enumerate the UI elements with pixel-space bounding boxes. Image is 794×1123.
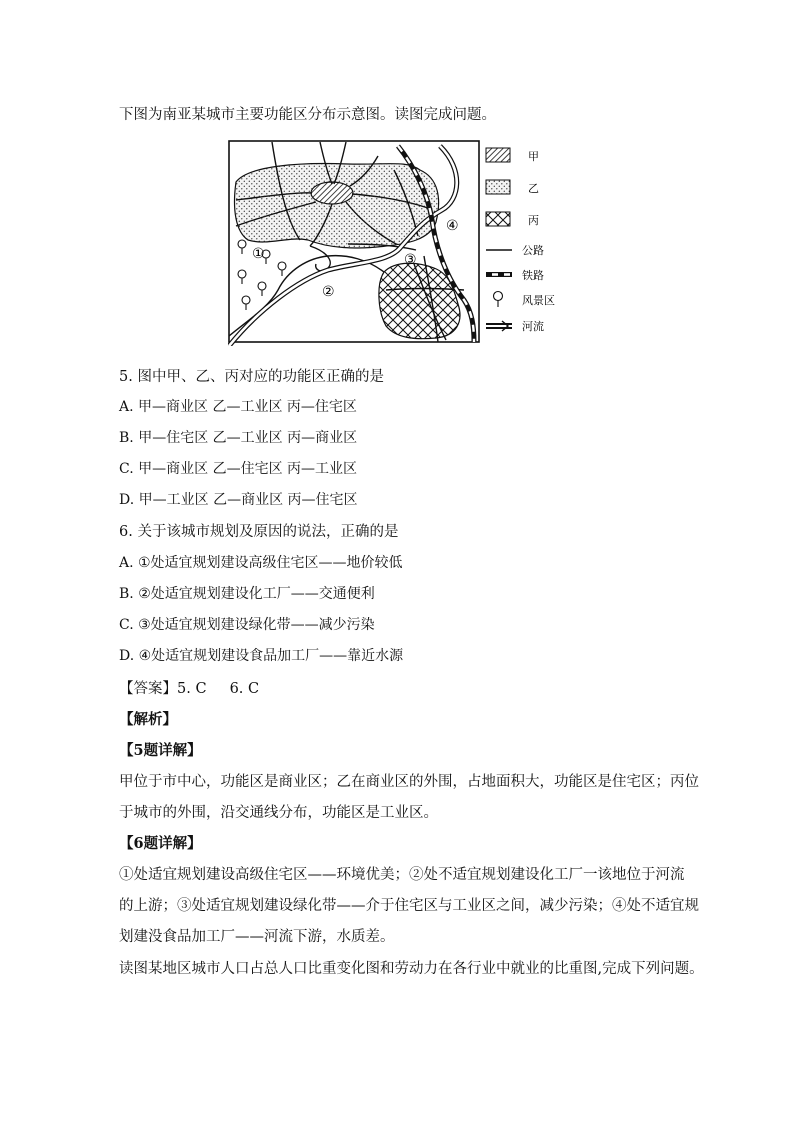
zone-jia <box>311 182 353 204</box>
legend-river-symbol <box>486 321 512 331</box>
answer-line: 【答案】5. C 6. C <box>119 681 260 697</box>
q5-detail-line-2: 于城市的外围，沿交通线分布，功能区是工业区。 <box>119 805 438 821</box>
next-question-intro: 读图某地区城市人口占总人口比重变化图和劳动力在各行业中就业的比重图,完成下列问题。 <box>119 961 704 977</box>
q5-option-d: D. 甲—工业区 乙—商业区 丙—住宅区 <box>119 492 358 508</box>
legend-yi: 乙 <box>528 182 539 195</box>
q6-detail-line-2: 的上游；③处适宜规划建设绿化带——介于住宅区与工业区之间，减少污染；④处不适宜规 <box>119 898 699 914</box>
q6-stem: 6. 关于该城市规划及原因的说法，正确的是 <box>119 524 399 540</box>
q6-option-c: C. ③处适宜规划建设绿化带——减少污染 <box>119 617 375 633</box>
q5-stem: 5. 图中甲、乙、丙对应的功能区正确的是 <box>119 369 384 385</box>
q5-option-b: B. 甲—住宅区 乙—工业区 丙—商业区 <box>119 430 358 446</box>
analysis-title: 【解析】 <box>119 711 177 728</box>
map-legend <box>486 148 555 333</box>
intro-text: 下图为南亚某城市主要功能区分布示意图。读图完成问题。 <box>119 107 496 123</box>
q6-detail-title: 【6题详解】 <box>119 835 202 852</box>
legend-jia: 甲 <box>528 150 539 163</box>
legend-road: 公路 <box>522 244 544 257</box>
marker-4: ④ <box>446 218 459 234</box>
legend-scenic: 风景区 <box>522 294 555 307</box>
q6-detail-line-3: 划建没食品加工厂——河流下游，水质差。 <box>119 929 395 945</box>
q5-option-a: A. 甲—商业区 乙—工业区 丙—住宅区 <box>119 399 357 415</box>
q5-option-c: C. 甲—商业区 乙—住宅区 丙—工业区 <box>119 461 358 477</box>
marker-1: ① <box>252 246 265 262</box>
q5-detail-line-1: 甲位于市中心，功能区是商业区；乙在商业区的外围，占地面积大，功能区是住宅区；丙位 <box>119 774 699 790</box>
legend-railway: 铁路 <box>522 269 544 282</box>
legend-railway-symbol <box>486 272 512 277</box>
q6-option-b: B. ②处适宜规划建设化工厂——交通便利 <box>119 586 375 602</box>
q6-option-a: A. ①处适宜规划建设高级住宅区——地价较低 <box>119 555 403 571</box>
legend-bing: 丙 <box>528 214 539 227</box>
q6-option-d: D. ④处适宜规划建设食品加工厂——靠近水源 <box>119 648 404 664</box>
marker-3: ③ <box>404 252 417 268</box>
q6-detail-line-1: ①处适宜规划建设高级住宅区——环境优美；②处不适宜规划建设化工厂一该地位于河流 <box>119 867 685 883</box>
marker-2: ② <box>322 284 335 300</box>
q5-detail-title: 【5题详解】 <box>119 742 202 759</box>
city-function-zone-map <box>228 140 568 346</box>
scenic-icon <box>494 292 503 308</box>
legend-river: 河流 <box>522 320 544 333</box>
